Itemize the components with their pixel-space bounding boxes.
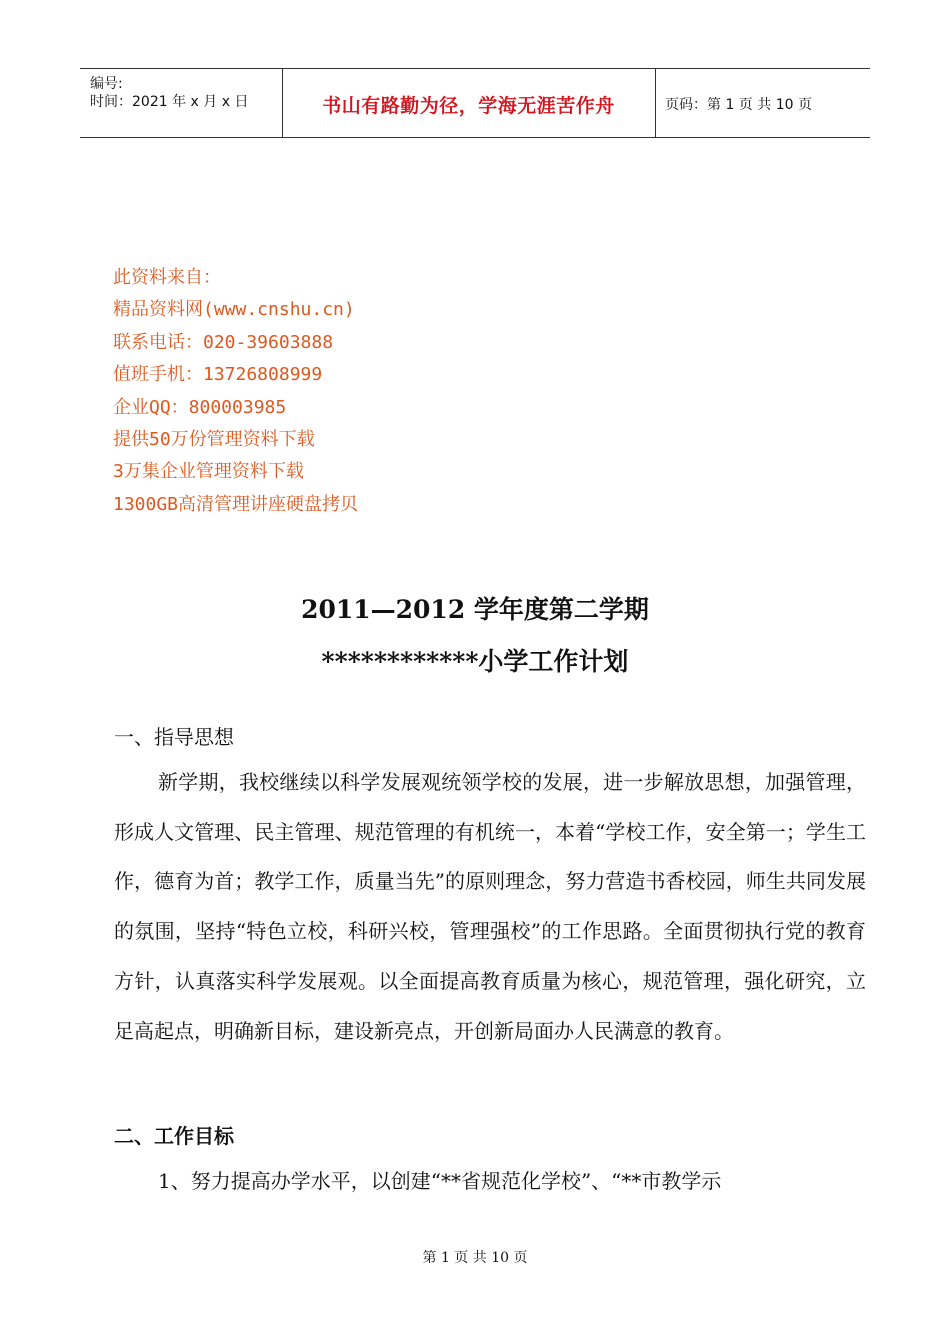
source-line: 企业QQ：800003985: [113, 396, 287, 418]
source-line: 联系电话：020-39603888: [113, 331, 334, 353]
header-motto: 书山有路勤为径，学海无涯苦作舟: [322, 95, 615, 117]
number-label: 编号:: [90, 76, 123, 92]
document-title-line2: ************小学工作计划: [321, 647, 629, 676]
page-footer: 第 1 页 共 10 页: [422, 1250, 528, 1266]
header-motto-cell: [282, 69, 656, 137]
section2-heading: 二、工作目标: [114, 1124, 234, 1148]
document-title-line1: 2011—2012 学年度第二学期: [301, 595, 649, 624]
source-line: 提供50万份管理资料下载: [113, 428, 315, 450]
header-info-cell: [80, 69, 283, 137]
section1-heading: 一、指导思想: [114, 725, 234, 749]
source-line: 3万集企业管理资料下载: [113, 461, 304, 483]
source-line: 精品资料网(www.cnshu.cn): [113, 299, 355, 321]
section2-item1: 1、努力提高办学水平，以创建“**省规范化学校”、“**市教学示: [158, 1169, 722, 1193]
source-line: 1300GB高清管理讲座硬盘拷贝: [113, 493, 359, 515]
source-line: 值班手机：13726808999: [113, 364, 323, 386]
header-page-cell: [655, 69, 870, 137]
source-info-block: [113, 262, 358, 521]
section1-body: 新学期，我校继续以科学发展观统领学校的发展，进一步解放思想，加强管理，形成人文管理、民主管理、规范管理的有机统一，本着“学校工作，安全第一；学生工作，德育为首；教学工作，质量当先”的原则理念，努力营造书香校园，师生共同发展的氛围，坚持“特色立校，科研兴校，管理强校”的工作思路。全面贯彻执行党的教育方针，认真落实科学发展观。以全面提高教育质量为核心，规范管理，强化研究，立足高起点，明确新目标，建设新亮点，开创新局面办人民满意的教育。: [114, 770, 866, 1043]
source-line: 此资料来自：: [113, 267, 221, 288]
page-header: [80, 68, 870, 138]
header-page-info: 页码：第 1 页 共 10 页: [665, 97, 812, 113]
time-label: 时间：2021 年 x 月 x 日: [90, 94, 249, 110]
